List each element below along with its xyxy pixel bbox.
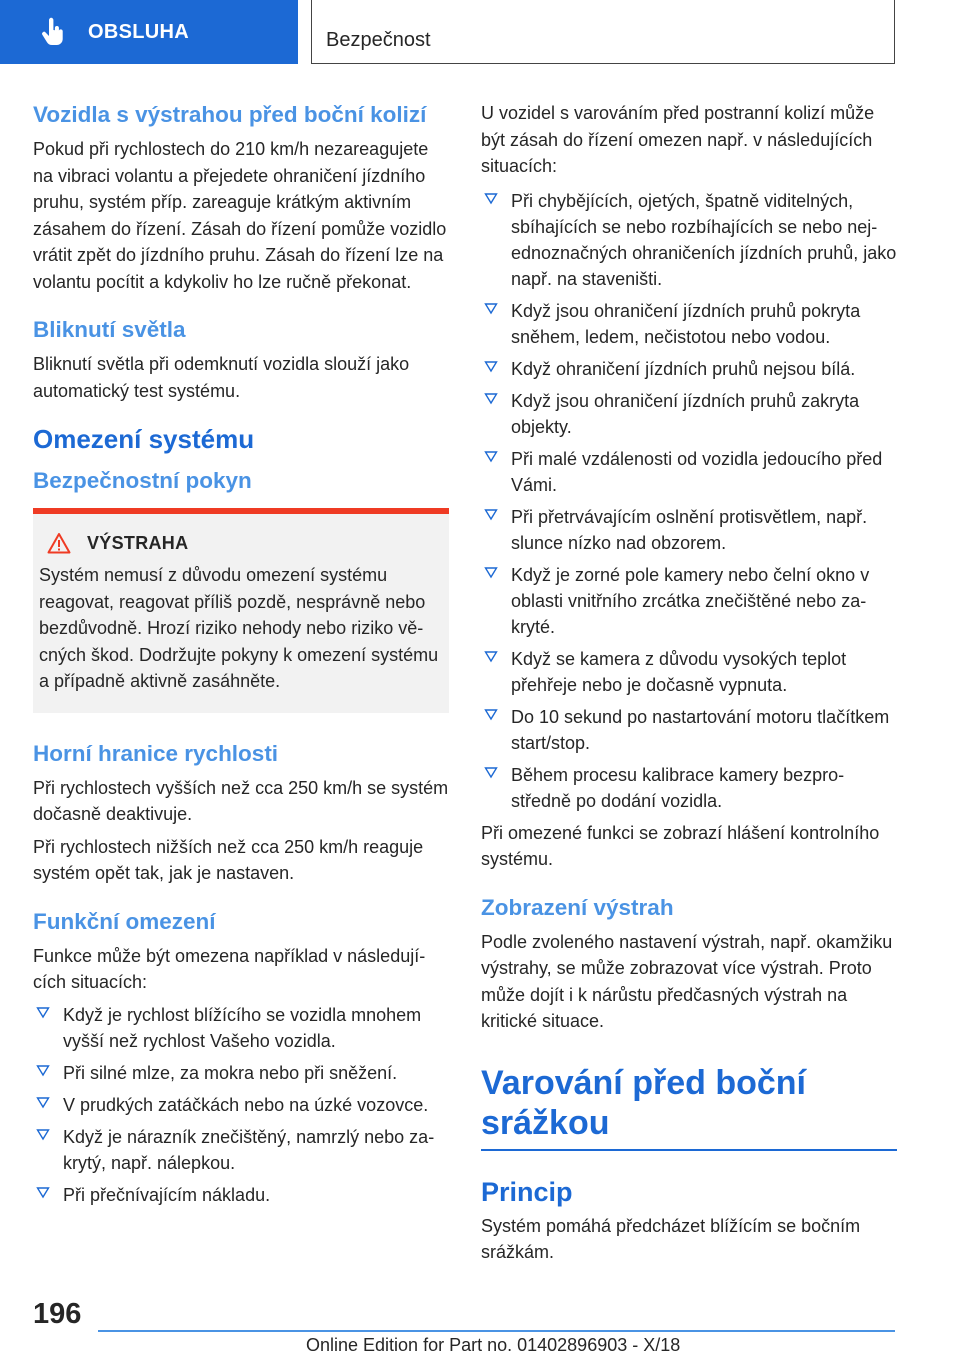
list-item bbox=[481, 704, 897, 756]
paragraph-vozidla: Pokud při rychlostech do 210 km/h nezareagujete na vibraci volantu a přejedete ohraničení jízdního pruhu, systém příp. zareaguje krátkým aktivním zásahem do řízení. Zásah do řízení pomůže vozidlo vrátit zpět do jízdního pruhu. Zásah do řízení lze na volantu pocítit a kdykoliv ho lze ručně překonat. bbox=[33, 139, 447, 292]
list-item bbox=[481, 388, 897, 440]
list-item-text: Když jsou ohraničení jízdních pruhů pokryta sněhem, ledem, nečistotou nebo vodou. bbox=[511, 300, 861, 347]
paragraph-horni-1: Při rychlostech vyšších než cca 250 km/h se systém dočasně deaktivuje. bbox=[33, 777, 449, 824]
list-item bbox=[33, 1092, 449, 1118]
bullet-triangle-icon bbox=[36, 1005, 50, 1019]
list-item bbox=[33, 1182, 449, 1208]
list-item bbox=[481, 298, 897, 350]
list-item bbox=[33, 1124, 449, 1176]
list-item-text: Při malé vzdálenosti od vozidla jedoucího před Vámi. bbox=[511, 448, 883, 495]
list-item bbox=[481, 446, 897, 498]
list-item bbox=[481, 562, 897, 640]
warning-title: VÝSTRAHA bbox=[87, 532, 189, 553]
edition-note: Online Edition for Part no. 01402896903 - X/18 bbox=[306, 1335, 681, 1355]
heading-bezpecnostni: Bezpečnostní pokyn bbox=[33, 468, 252, 493]
paragraph-princip: Systém pomáhá předcházet blížícím se bočním srážkám. bbox=[481, 1215, 861, 1262]
heading-varovani: Varování před boční srážkou bbox=[481, 1063, 806, 1142]
heading-horni: Horní hranice rychlosti bbox=[33, 740, 279, 766]
bullet-triangle-icon bbox=[484, 565, 498, 579]
bullet-triangle-icon bbox=[484, 649, 498, 663]
paragraph-intro: U vozidel s varováním před postranní kolizí může být zásah do řízení omezen např. v následujících situacích: bbox=[481, 103, 875, 176]
chapter-heading-box bbox=[481, 1063, 897, 1151]
paragraph-after: Při omezené funkci se zobrazí hlášení kontrolního systému. bbox=[481, 822, 880, 869]
list-item-text: Když se kamera z důvodu vysokých teplot přehřeje nebo je dočasně vypnuta. bbox=[511, 648, 847, 695]
list-item-text: V prudkých zatáčkách nebo na úzké vozovce. bbox=[63, 1094, 429, 1115]
list-item bbox=[481, 356, 897, 382]
heading-bliknuti: Bliknutí světla bbox=[33, 317, 186, 342]
tab-label: OBSLUHA bbox=[88, 20, 189, 43]
list-item-text: Do 10 sekund po nastartování motoru tlačítkem start/stop. bbox=[511, 706, 890, 753]
warning-text: Systém nemusí z důvodu omezení systému reagovat, reagovat příliš pozdě, nesprávně nebo bezdůvodně. Hrozí riziko nehody nebo riziko věcných škod. Dodržujte pokyny k omezení systému a případně aktivně zasáhněte. bbox=[39, 565, 439, 691]
warning-triangle-icon bbox=[47, 532, 71, 554]
bullet-triangle-icon bbox=[36, 1127, 50, 1141]
hand-pointer-icon bbox=[38, 17, 68, 47]
bullet-triangle-icon bbox=[484, 507, 498, 521]
bullet-triangle-icon bbox=[484, 449, 498, 463]
right-column bbox=[481, 100, 897, 1272]
list-item-text: Při chybějících, ojetých, špatně viditelných, sbíhajících se nebo rozbíhajících se nebo nejednoznačných ohraničeních jízdních pruhů, jako např. na staveništi. bbox=[511, 190, 897, 289]
list-item bbox=[481, 646, 897, 698]
right-list bbox=[481, 188, 897, 814]
bullet-triangle-icon bbox=[484, 707, 498, 721]
list-item-text: Během procesu kalibrace kamery bezprostředně po dodání vozidla. bbox=[511, 764, 845, 811]
list-item bbox=[33, 1002, 449, 1054]
list-item-text: Při silné mlze, za mokra nebo při sněžení. bbox=[63, 1062, 398, 1083]
header-tab[interactable] bbox=[0, 0, 298, 64]
heading-zobrazeni: Zobrazení výstrah bbox=[481, 894, 674, 920]
bullet-triangle-icon bbox=[36, 1095, 50, 1109]
list-item-text: Když je nárazník znečištěný, namrzlý nebo zakrytý, např. nálepkou. bbox=[63, 1126, 435, 1173]
list-item-text: Když je rychlost blížícího se vozidla mnohem vyšší než rychlost Vašeho vozidla. bbox=[63, 1004, 422, 1051]
bullet-triangle-icon bbox=[484, 359, 498, 373]
bullet-triangle-icon bbox=[36, 1063, 50, 1077]
header-section bbox=[311, 0, 895, 64]
footer-rule bbox=[98, 1330, 895, 1332]
left-list bbox=[33, 1002, 449, 1208]
list-item bbox=[481, 762, 897, 814]
paragraph-bliknuti: Bliknutí světla při odemknutí vozidla slouží jako automatický test systému. bbox=[33, 354, 410, 401]
list-item-text: Při přetrvávajícím oslnění protisvětlem, např. slunce nízko nad obzorem. bbox=[511, 506, 868, 553]
warning-header bbox=[41, 532, 441, 554]
heading-funkcni: Funkční omezení bbox=[33, 908, 216, 934]
bullet-triangle-icon bbox=[484, 301, 498, 315]
list-item-text: Když jsou ohraničení jízdních pruhů zakryta objekty. bbox=[511, 390, 860, 437]
paragraph-zobrazeni: Podle zvoleného nastavení výstrah, např. okamžiku výstrahy, se může zobrazovat více výstrah. Proto může dojít i k nárůstu předčasných výstrah na kritické situace. bbox=[481, 931, 893, 1031]
heading-vozidla: Vozidla s výstrahou před boční kolizí bbox=[33, 102, 427, 127]
list-item bbox=[481, 504, 897, 556]
bullet-triangle-icon bbox=[36, 1185, 50, 1199]
list-item-text: Při přečnívajícím nákladu. bbox=[63, 1184, 271, 1205]
list-item-text: Když ohraničení jízdních pruhů nejsou bílá. bbox=[511, 358, 856, 379]
paragraph-horni-2: Při rychlostech nižších než cca 250 km/h reaguje systém opět tak, jak je nastaven. bbox=[33, 836, 424, 883]
page-number: 196 bbox=[33, 1298, 82, 1330]
section-title: Bezpečnost bbox=[326, 29, 431, 51]
heading-princip: Princip bbox=[481, 1176, 573, 1207]
warning-box bbox=[33, 508, 449, 713]
list-item-text: Když je zorné pole kamery nebo čelní okno v oblasti vnitřního zrcátka znečištěné nebo zakryté. bbox=[511, 564, 870, 637]
left-column bbox=[33, 100, 449, 1214]
paragraph-funkcni: Funkce může být omezena například v následujících situacích: bbox=[33, 945, 426, 992]
bullet-triangle-icon bbox=[484, 191, 498, 205]
bullet-triangle-icon bbox=[484, 391, 498, 405]
list-item bbox=[33, 1060, 449, 1086]
heading-omezeni: Omezení systému bbox=[33, 424, 255, 454]
bullet-triangle-icon bbox=[484, 765, 498, 779]
list-item bbox=[481, 188, 897, 292]
